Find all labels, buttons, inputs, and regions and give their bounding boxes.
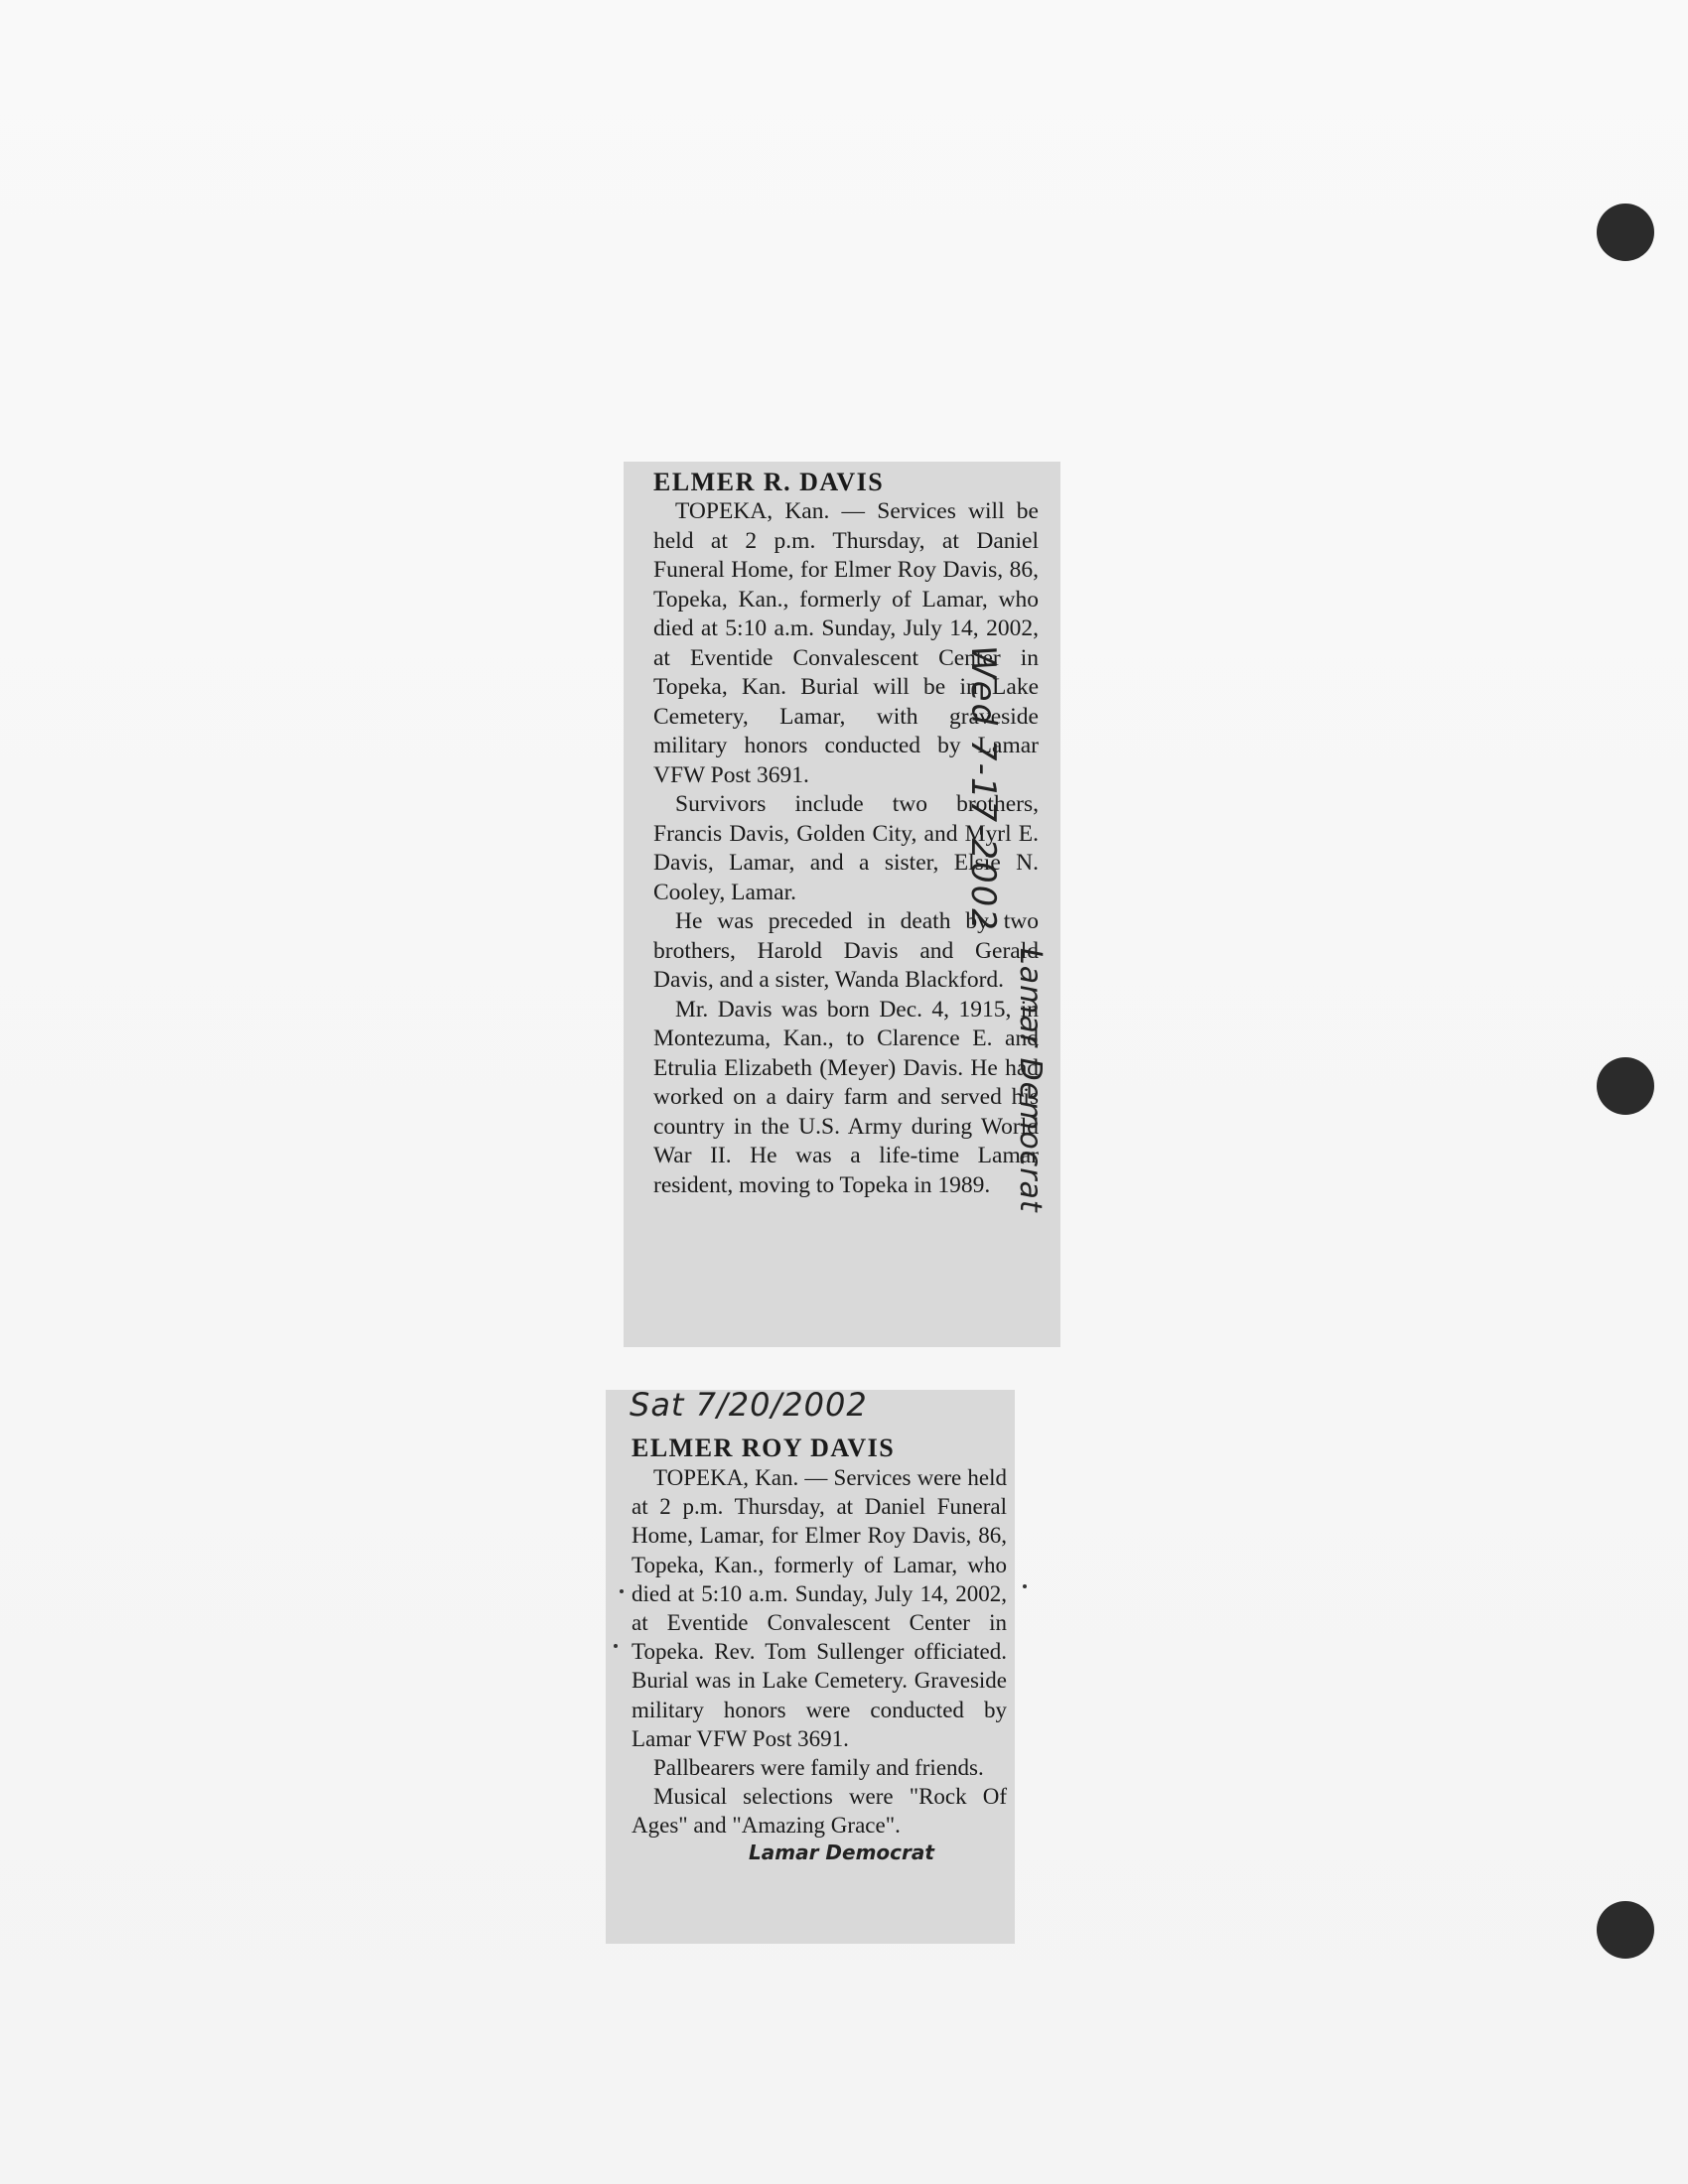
stray-mark (614, 1644, 618, 1648)
clipping-1-paragraph-1: TOPEKA, Kan. — Services will be held at 2 p.m. Thursday, at Daniel Funeral Home, for Elmer Roy Davis, 86, Topeka, Kan., formerly of Lamar, who died at 5:10 a.m. Sunday, July 14, 2002, at Eventide Convalescent Center in Topeka, Kan. Burial will be in Lake Cemetery, Lamar, with graveside military honors conducted by Lamar VFW Post 3691. (653, 498, 1039, 788)
punch-hole-top (1597, 204, 1654, 261)
clipping-2-paragraph-1: TOPEKA, Kan. — Services were held at 2 p.m. Thursday, at Daniel Funeral Home, Lamar, for Elmer Roy Davis, 86, Topeka, Kan., formerly of Lamar, who died at 5:10 a.m. Sunday, July 14, 2002, at Eventide Convalescent Center in Topeka. Rev. Tom Sullenger officiated. Burial was in Lake Cemetery. Graveside military honors were conducted by Lamar VFW Post 3691. (632, 1465, 1007, 1751)
clipping-1-handwritten-source: Lamar Democrat (1013, 948, 1048, 1213)
punch-hole-middle (1597, 1057, 1654, 1115)
punch-hole-bottom (1597, 1901, 1654, 1959)
clipping-1-headline: ELMER R. DAVIS (653, 468, 885, 496)
clipping-2-handwritten-source: Lamar Democrat (749, 1841, 934, 1864)
clipping-1-handwritten-date: Wed 7-17-2002 (963, 645, 1003, 932)
clipping-2-handwritten-date: Sat 7/20/2002 (630, 1386, 868, 1424)
stray-mark (1023, 1584, 1027, 1588)
clipping-1-paragraph-4: Mr. Davis was born Dec. 4, 1915, in Montezuma, Kan., to Clarence E. and Etrulia Elizabeth (Meyer) Davis. He had worked on a dairy farm and served his country in the U.S. Army during World War II. He was a life-time Lamar resident, moving to Topeka in 1989. (653, 996, 1039, 1198)
clipping-2-paragraph-3: Musical selections were "Rock Of Ages" and "Amazing Grace". (632, 1784, 1007, 1839)
clipping-2-paragraph-2: Pallbearers were family and friends. (653, 1755, 984, 1781)
stray-mark (620, 1589, 624, 1593)
clipping-1-paragraph-3: He was preceded in death by two brothers, Harold Davis and Gerald Davis, and a sister, Wanda Blackford. (653, 908, 1039, 993)
clipping-2-headline: ELMER ROY DAVIS (632, 1433, 896, 1462)
clipping-1-paragraph-2: Survivors include two brothers, Francis Davis, Golden City, and Myrl E. Davis, Lamar, and a sister, Elsie N. Cooley, Lamar. (653, 791, 1039, 905)
